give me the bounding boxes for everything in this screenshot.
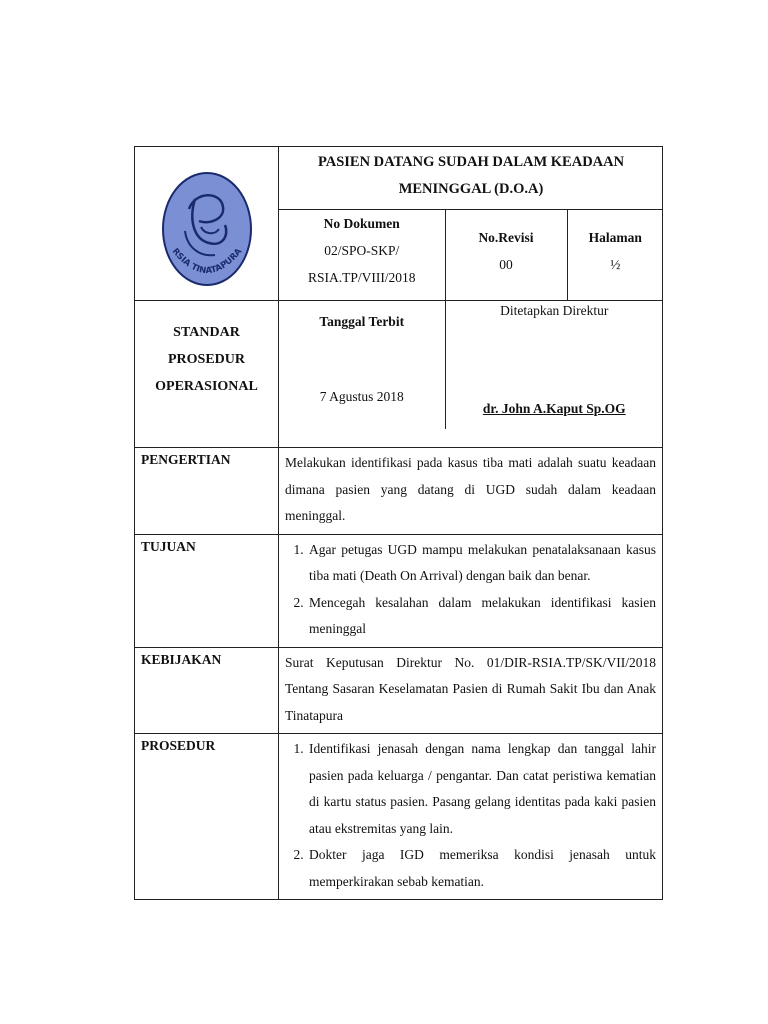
prosedur-content	[279, 734, 663, 900]
title-line-2: MENINGGAL (D.O.A)	[398, 181, 544, 197]
halaman-value: ½	[610, 257, 621, 272]
title-line-1: PASIEN DATANG SUDAH DALAM KEADAAN	[317, 154, 625, 170]
no-dokumen-label: No Dokumen	[323, 216, 400, 231]
tanggal-label: Tanggal Terbit	[319, 314, 405, 329]
tanggal-value: 7 Agustus 2018	[319, 389, 404, 404]
direktur-name: dr. John A.Kaput Sp.OG	[482, 401, 626, 416]
spo-line-2: PROSEDUR	[167, 352, 245, 367]
kebijakan-text: Surat Keputusan Direktur No. 01/DIR-RSIA.TP/SK/VII/2018 Tentang Sasaran Keselamatan Pasien di Rumah Sakit Ibu dan Anak Tinatapura	[279, 647, 663, 734]
pengertian-text: Melakukan identifikasi pada kasus tiba mati adalah suatu keadaan dimana pasien yang datang di UGD sudah dalam keadaan meninggal.	[279, 448, 663, 535]
list-item: 2. Dokter jaga IGD memeriksa kondisi jenasah untuk memperkirakan sebab kematian.	[307, 842, 656, 895]
spo-line-3: OPERASIONAL	[155, 379, 258, 394]
hospital-logo	[159, 169, 255, 287]
no-dokumen-line-2: RSIA.TP/VIII/2018	[307, 270, 416, 285]
list-item: 1. Identifikasi jenasah dengan nama lengkap dan tanggal lahir pasien pada keluarga / pengantar. Dan catat peristiwa kematian di kartu status pasien. Pasang gelang identitas pada kaki pasien atau ekstremitas yang lain.	[307, 736, 656, 842]
no-revisi-label: No.Revisi	[478, 230, 534, 245]
pengertian-label: PENGERTIAN	[135, 448, 279, 535]
spo-document-table	[134, 146, 663, 900]
logo-cell	[135, 147, 279, 301]
spo-label-cell	[135, 301, 279, 448]
ditetapkan-cell	[445, 301, 663, 429]
tujuan-row	[135, 534, 663, 647]
no-dokumen-line-1: 02/SPO-SKP/	[324, 243, 400, 258]
list-item: 2. Mencegah kesalahan dalam melakukan identifikasi kasien meninggal	[307, 590, 656, 643]
list-item: 1. Agar petugas UGD mampu melakukan penatalaksanaan kasus tiba mati (Death On Arrival) dengan baik dan benar.	[307, 537, 656, 590]
tanggal-cell	[279, 301, 445, 429]
spo-line-1: STANDAR	[173, 325, 240, 340]
prosedur-row	[135, 734, 663, 900]
pengertian-row	[135, 448, 663, 535]
kebijakan-label: KEBIJAKAN	[135, 647, 279, 734]
prosedur-label: PROSEDUR	[135, 734, 279, 900]
no-revisi-cell	[445, 210, 567, 301]
tujuan-label: TUJUAN	[135, 534, 279, 647]
prosedur-list	[285, 736, 656, 895]
logo-text: RSIA TINATAPURA	[169, 246, 244, 277]
document-title	[279, 147, 663, 210]
kebijakan-row	[135, 647, 663, 734]
spo-row	[135, 301, 663, 448]
halaman-label: Halaman	[588, 230, 642, 245]
halaman-cell	[567, 210, 663, 301]
header-row	[135, 147, 663, 301]
tujuan-content	[279, 534, 663, 647]
tujuan-list	[285, 537, 656, 643]
spo-info-cell	[279, 301, 663, 448]
no-revisi-value: 00	[499, 257, 513, 272]
title-block	[279, 147, 663, 301]
ditetapkan-label: Ditetapkan Direktur	[500, 303, 609, 318]
no-dokumen-cell	[279, 210, 445, 301]
